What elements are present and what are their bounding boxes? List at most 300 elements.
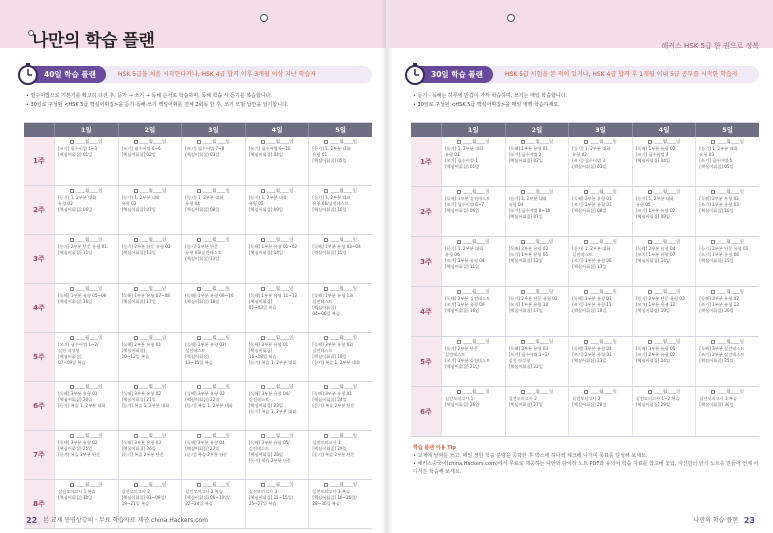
page-number: 23 [743, 516, 755, 525]
task-line: [독해] 1부분 유형 07~08 [121, 293, 170, 298]
task-line: [핵심어휘집] 24일 [312, 397, 347, 402]
task-line: 유형 06/실전테스트 [312, 201, 349, 206]
checkbox-icon[interactable] [261, 238, 265, 242]
checkbox-icon[interactable] [324, 238, 328, 242]
date-blank: ____월____일 [636, 189, 693, 196]
date-blank: ____월____일 [185, 482, 242, 489]
task-line: [핵심어휘집] 10일 [699, 208, 734, 213]
checkbox-icon[interactable] [70, 336, 74, 340]
date-blank: ____월____일 [312, 335, 369, 342]
plan-description-40: HSK 5급을 처음 시작한다거나, HSK 4급 합격 이후 3개월 이상 지난 학습자 [118, 71, 316, 78]
checkbox-icon[interactable] [457, 390, 461, 394]
task-line: [핵심어휘집] 04일 [248, 152, 283, 157]
checkbox-icon[interactable] [584, 240, 588, 244]
date-blank: ____월____일 [509, 339, 566, 346]
plan-cell [118, 186, 182, 234]
stopwatch-icon [405, 63, 425, 85]
checkbox-icon[interactable] [197, 385, 201, 389]
plan-cell [632, 337, 696, 386]
date-blank: ____월____일 [572, 339, 629, 346]
date-blank: ____월____일 [122, 139, 179, 146]
checkbox-icon[interactable] [197, 483, 201, 487]
task-line: [핵심어휘집] 26일 [121, 446, 156, 451]
week-label: 1주 [24, 137, 54, 185]
task-line: 16~18일 복습 [248, 354, 277, 359]
checkbox-icon[interactable] [324, 189, 328, 193]
day-header: 1일 [441, 123, 505, 137]
date-blank: ____월____일 [312, 188, 369, 195]
checkbox-icon[interactable] [711, 390, 715, 394]
checkbox-icon[interactable] [70, 434, 74, 438]
task-line: [핵심어휘집] 29일 [312, 446, 347, 451]
task-line: [핵심어휘집] 02일 [121, 152, 156, 157]
task-line: [독해] 1부분 유형 03~04 [312, 244, 361, 249]
week-label: 7주 [24, 431, 54, 479]
task-line: [독해] 1부분 유형 13/ [312, 293, 354, 298]
week-label: 1주 [411, 137, 441, 186]
date-blank: ____월____일 [249, 286, 306, 293]
checkbox-icon[interactable] [197, 287, 201, 291]
plan-cell [695, 187, 759, 236]
plan-cell [308, 480, 372, 528]
checkbox-icon[interactable] [521, 190, 525, 194]
task-line: [핵심어휘집] 26일 [445, 402, 480, 407]
date-blank: ____월____일 [445, 339, 502, 346]
day-header: 2일 [118, 123, 182, 137]
plan-cell [505, 387, 569, 436]
checkbox-icon[interactable] [324, 140, 328, 144]
date-blank: ____월____일 [572, 239, 629, 246]
date-blank: ____월____일 [445, 139, 502, 146]
date-blank: ____월____일 [58, 188, 115, 195]
task-line: [쓰기] 1부분 유형 08 [699, 252, 739, 257]
task-line: [쓰기] 필수어법 2 [508, 152, 542, 157]
date-blank: ____월____일 [312, 482, 369, 489]
task-line: [독해] 3부분 유형 04 [572, 346, 612, 351]
plan-table-30 [411, 122, 759, 437]
task-line: [핵심어휘집] 09일 [635, 214, 670, 219]
checkbox-icon[interactable] [648, 190, 652, 194]
checkbox-icon[interactable] [648, 240, 652, 244]
task-line: [핵심어휘집] [58, 354, 82, 359]
task-line: [핵심어휘집] 17일 [508, 308, 543, 313]
checkbox-icon[interactable] [648, 390, 652, 394]
plan-notes-40 [26, 92, 372, 110]
checkbox-icon[interactable] [134, 483, 138, 487]
date-blank: ____월____일 [249, 384, 306, 391]
date-blank: ____월____일 [312, 384, 369, 391]
task-line: 유형 02 [58, 201, 73, 206]
task-line: [듣기] 2부분 단문 유형 01 [699, 246, 749, 251]
week-row [24, 137, 372, 186]
checkbox-icon[interactable] [70, 385, 74, 389]
plan-cell [441, 237, 505, 286]
checkbox-icon[interactable] [324, 287, 328, 291]
plan-cell [632, 237, 696, 286]
task-line: [핵심어휘집] 23일 [248, 403, 283, 408]
task-line: [듣기] 1, 2부분 대화 [312, 195, 351, 200]
date-blank: ____월____일 [445, 389, 502, 396]
task-line: 유형 01 [445, 152, 460, 157]
task-line: [쓰기] 1부분 실전테스트 [445, 358, 491, 363]
checkbox-icon[interactable] [324, 385, 328, 389]
task-line: [듣기] 복습 2부분 단문 [248, 458, 292, 463]
task-line: [듣기] 1, 2부분 대화 [508, 196, 547, 201]
checkbox-icon[interactable] [457, 140, 461, 144]
checkbox-icon[interactable] [261, 189, 265, 193]
date-blank: ____월____일 [636, 289, 693, 296]
task-line: 10~12일 복습 [121, 354, 150, 359]
plan-cell [441, 337, 505, 386]
task-line: [핵심어휘집] 16~20일/ [312, 495, 357, 500]
task-line: [핵심어휘집] [185, 354, 209, 359]
checkbox-icon[interactable] [324, 434, 328, 438]
checkbox-icon[interactable] [711, 290, 715, 294]
checkbox-icon[interactable] [197, 189, 201, 193]
task-line: 유형 03 [121, 201, 137, 206]
day-header: 1일 [54, 123, 118, 137]
task-line: 실전모의고사 3 [248, 489, 278, 494]
checkbox-icon[interactable] [134, 336, 138, 340]
plan-cell [118, 284, 182, 332]
date-blank: ____월____일 [636, 389, 693, 396]
task-line: [독해] 2부분 유형 04 [635, 246, 676, 251]
day-header: 4일 [245, 123, 309, 137]
task-line: 실전모의고사 1 [445, 396, 474, 401]
note-line: • 필수어법으로 기본기를 확고히 다진 후, 듣기 → 쓰기 → 독해 순서로 학습하며, 독해 학습 시 듣기를 복습합니다. [26, 93, 272, 99]
task-line: [독해] 1부분 유형 05~06 [58, 293, 107, 298]
date-blank: ____월____일 [58, 286, 115, 293]
task-line: [핵심어휘집] 07일 [121, 207, 156, 212]
week-row [411, 187, 759, 237]
checkbox-icon[interactable] [584, 190, 588, 194]
task-line: 13~15일 복습 [185, 360, 213, 365]
date-blank: ____월____일 [185, 139, 242, 146]
left-footer [26, 515, 208, 525]
date-blank: ____월____일 [445, 239, 502, 246]
checkbox-icon[interactable] [261, 385, 265, 389]
date-blank: ____월____일 [249, 335, 306, 342]
plan-cell [695, 387, 759, 436]
date-blank: ____월____일 [699, 139, 756, 146]
plan-cell [118, 333, 182, 381]
task-line: [쓰기] 1부분 유형 01 [572, 202, 612, 207]
checkbox-icon[interactable] [457, 340, 461, 344]
checkbox-icon[interactable] [711, 190, 715, 194]
plan-cell [181, 382, 245, 430]
task-line: [독해] 2부분 유형 01 [121, 342, 162, 347]
checkbox-icon[interactable] [711, 340, 715, 344]
task-line: 28~30일 복습 [312, 501, 341, 506]
task-line: [쓰기] 필수어법 4~6 [121, 146, 161, 151]
task-line: [핵심어휘집] 18일 [572, 308, 607, 313]
task-line: 유형 04 [185, 201, 200, 206]
task-line: [핵심어휘집] 06일 [445, 208, 480, 213]
task-line: [쓰기] 필수어법 6~7 [445, 202, 485, 207]
date-blank: ____월____일 [699, 289, 756, 296]
task-line: [듣기] 1, 2부분 대화 [248, 195, 287, 200]
task-line: [듣기] 복습 1, 2부분 대화 [185, 403, 233, 408]
week-row [24, 431, 372, 480]
checkbox-icon[interactable] [197, 238, 201, 242]
plan-cell [308, 235, 372, 283]
checkbox-icon[interactable] [70, 238, 74, 242]
task-line: [독해] 3부분 유형 01 [572, 296, 612, 301]
checkbox-icon[interactable] [197, 336, 201, 340]
plan-description-30: HSK 5급 시험을 본 적이 있거나, HSK 4급 합격 후 1개월 이내 5급 공부를 시작한 학습자 [505, 71, 738, 78]
task-line: [핵심어휘집] 15일 [312, 250, 347, 255]
date-blank: ____월____일 [58, 482, 115, 489]
task-line: [듣기] 2부분 단문 유형 02 [121, 244, 171, 249]
plan-cell [505, 287, 569, 336]
task-line: [핵심어휘집] 13일 [185, 256, 220, 261]
task-line: 19~21일 복습 [121, 501, 150, 506]
task-line: [핵심어휘집] 23일 [572, 358, 607, 363]
plan-cell [54, 431, 118, 479]
task-line: [핵심어휘집] 11일 [445, 264, 480, 269]
task-line: 실전테스트 [445, 352, 466, 357]
checkbox-icon[interactable] [324, 483, 328, 487]
checkbox-icon[interactable] [521, 290, 525, 294]
task-line: [핵심어휘집] 01일 [445, 164, 480, 169]
task-line: [쓰기] 필수어법 9~10 [248, 146, 291, 151]
checkbox-icon[interactable] [711, 140, 715, 144]
task-line: [듣기] 복습 2부분 단문 [58, 452, 101, 457]
checkbox-icon[interactable] [197, 434, 201, 438]
checkbox-icon[interactable] [584, 140, 588, 144]
plan-cell [245, 137, 309, 185]
tip-title: 학습 플랜 이용 Tip [413, 445, 456, 451]
task-line: [독해] 3부분 유형 03 [508, 346, 549, 351]
checkbox-icon[interactable] [584, 390, 588, 394]
date-blank: ____월____일 [572, 389, 629, 396]
checkbox-icon[interactable] [134, 238, 138, 242]
day-header: 3일 [181, 123, 245, 137]
task-line: 25~27일 복습 [248, 501, 277, 506]
date-blank: ____월____일 [249, 139, 306, 146]
right-page [387, 0, 773, 533]
plan-cell [181, 235, 245, 283]
plan-cell [441, 287, 505, 336]
task-line: [독해] 3부분 유형 02 [58, 440, 98, 445]
date-blank: ____월____일 [122, 433, 179, 440]
task-line: [독해] 2부분 유형 03 [508, 246, 549, 251]
plan-cell [308, 137, 372, 185]
table-header [411, 123, 759, 137]
task-line: [듣기] 2부분 단문 유형 03 [635, 296, 685, 301]
plan-table-40 [24, 122, 372, 529]
task-line: [독해] 3부분 유형 04 [185, 440, 225, 445]
plan-cell [632, 187, 696, 236]
task-line: [핵심어휘집] 14일 [635, 258, 670, 263]
date-blank: ____월____일 [572, 289, 629, 296]
task-line: 04~06일 복습 [312, 311, 341, 316]
plan-cell [118, 235, 182, 283]
book-label: 해커스 HSK 5급 한 권으로 정복 [661, 42, 759, 50]
date-blank: ____월____일 [509, 189, 566, 196]
checkbox-icon[interactable] [134, 385, 138, 389]
checkbox-icon[interactable] [70, 287, 74, 291]
task-line: 유형 05 [635, 202, 651, 207]
checkbox-icon[interactable] [648, 340, 652, 344]
week-row [24, 235, 372, 284]
week-row [24, 186, 372, 235]
task-line: [핵심어휘집] 10일 [312, 207, 347, 212]
day-header: 5일 [308, 123, 372, 137]
plan-cell [505, 187, 569, 236]
checkbox-icon[interactable] [648, 140, 652, 144]
plan-cell [54, 382, 118, 430]
task-line: [핵심어휘집] 15일 [699, 258, 734, 263]
checkbox-icon[interactable] [324, 336, 328, 340]
task-line: [독해] 3부분 유형 02 [121, 391, 162, 396]
task-line: [독해] 3부분 유형 02/ [312, 342, 354, 347]
binder-ring-icon [260, 14, 268, 22]
task-line: [쓰기] 1부분 유형 07 [635, 252, 676, 257]
checkbox-icon[interactable] [134, 189, 138, 193]
task-line: [핵심어휘집] 02일 [508, 158, 543, 163]
task-line: [듣기] 복습 1, 2부분 대화 [248, 409, 297, 414]
task-line: [핵심어휘집] 07일 [508, 214, 543, 219]
table-header [24, 123, 372, 137]
checkbox-icon[interactable] [134, 287, 138, 291]
plan-cell [245, 284, 309, 332]
checkbox-icon[interactable] [261, 483, 265, 487]
plan-cell [632, 287, 696, 336]
task-line: 실전테스트 [312, 299, 333, 304]
task-line: [핵심어휘집] 19일 [635, 308, 670, 313]
day-header: 4일 [632, 123, 696, 137]
task-line: [쓰기] 필수어법 1~2/ [58, 342, 99, 347]
task-line: [핵심어휘집] 08일 [185, 207, 220, 212]
task-line: [핵심어휘집] [121, 348, 146, 353]
task-line: [듣기] 1, 2부분 대화 [445, 146, 484, 151]
task-line: [듣기] 2부분 단문 [445, 346, 478, 351]
left-page [0, 0, 386, 533]
task-line: [독해] 3부분 유형 01 [248, 342, 289, 347]
checkbox-icon[interactable] [70, 483, 74, 487]
task-line: [쓰기] 1부분 유형 11 [572, 302, 612, 307]
task-line: [핵심어휘집] 28일 [572, 402, 607, 407]
plan-cell [568, 137, 632, 186]
task-line: 01~03일 복습 [248, 305, 277, 310]
checkbox-icon[interactable] [457, 240, 461, 244]
task-line: [핵심어휘집] 13일 [572, 264, 607, 269]
task-line: [듣기] 복습 1, 2부분 대화 [248, 360, 297, 365]
plan-cell [245, 480, 309, 528]
task-line: 유형 02 [572, 152, 587, 157]
task-line: [핵심어휘집] 06일 [58, 207, 93, 212]
week-label: 4주 [24, 284, 54, 332]
task-line: [쓰기] 1부분 유형 12 [635, 302, 676, 307]
checkbox-icon[interactable] [521, 140, 525, 144]
week-label: 2주 [24, 186, 54, 234]
checkbox-icon[interactable] [584, 290, 588, 294]
checkbox-icon[interactable] [261, 140, 265, 144]
task-line: [독해] 2부분 유형 01 [572, 196, 612, 201]
task-line: 유형 03/실전테스트 [185, 250, 222, 255]
task-line: [핵심어휘집] 19일 [312, 354, 347, 359]
date-blank: ____월____일 [636, 139, 693, 146]
task-line: 유형 05 [248, 201, 264, 206]
checkbox-icon[interactable] [584, 340, 588, 344]
checkbox-icon[interactable] [261, 287, 265, 291]
checkbox-icon[interactable] [70, 189, 74, 193]
week-label: 5주 [411, 337, 441, 386]
checkbox-icon[interactable] [261, 336, 265, 340]
checkbox-icon[interactable] [197, 140, 201, 144]
plan-cell [118, 137, 182, 185]
plan-cell [308, 284, 372, 332]
date-blank: ____월____일 [636, 339, 693, 346]
task-line: 실전테스트 [185, 348, 206, 353]
task-line: [핵심어휘집] 12일 [121, 250, 156, 255]
task-line: 실전모의고사 3 [572, 396, 601, 401]
plan-cell [54, 186, 118, 234]
plan-cell [695, 237, 759, 286]
week-label: 6주 [411, 387, 441, 436]
task-line: 실전모의고사 2 [121, 489, 150, 494]
task-line: [듣기] 2부분 단문 유형 01 [58, 244, 107, 249]
task-line: 실전테스트 [572, 252, 593, 257]
task-line: [독해] 2부분 실전테스트 [445, 296, 491, 301]
week-row [411, 287, 759, 337]
task-line: [듣기] 1, 2부분 대화 [185, 195, 224, 200]
date-blank: ____월____일 [312, 237, 369, 244]
task-line: [쓰기] 필수어법 4 [635, 152, 669, 157]
page-title: 나만의 학습 플랜 [32, 31, 155, 51]
checkbox-icon[interactable] [521, 240, 525, 244]
checkbox-icon[interactable] [134, 434, 138, 438]
task-line: [핵심어휘집] 06~10일/ [185, 495, 230, 500]
plan-cell [505, 137, 569, 186]
date-blank: ____월____일 [312, 286, 369, 293]
checkbox-icon[interactable] [521, 390, 525, 394]
plan-bar-30 [411, 66, 759, 83]
page-number: 22 [26, 516, 38, 525]
plan-notes-30 [413, 92, 759, 110]
task-line: [핵심어휘집] 28일 [248, 452, 283, 457]
checkbox-icon[interactable] [261, 434, 265, 438]
checkbox-icon[interactable] [457, 190, 461, 194]
task-line: 실전테스트 [312, 348, 333, 353]
plan-cell [245, 431, 309, 479]
checkbox-icon[interactable] [521, 340, 525, 344]
task-line: [핵심어휘집] 04일 [635, 158, 670, 163]
plan-cell [308, 333, 372, 381]
plan-cell [245, 333, 309, 381]
plan-cell [118, 431, 182, 479]
checkbox-icon[interactable] [457, 290, 461, 294]
date-blank: ____월____일 [185, 286, 242, 293]
checkbox-icon[interactable] [711, 240, 715, 244]
date-blank: ____월____일 [509, 389, 566, 396]
task-line: 실전모의고사 1 복습 [58, 489, 96, 494]
task-line: [쓰기] 2부분 실전테스트 [699, 352, 745, 357]
plan-cell [568, 337, 632, 386]
task-line: [독해] 3부분 실전테스트 [699, 346, 745, 351]
checkbox-icon[interactable] [648, 290, 652, 294]
date-blank: ____월____일 [122, 384, 179, 391]
task-line: [핵심어휘집] 11~15일/ [248, 495, 294, 500]
task-line: 실전모의고사 2 [508, 396, 537, 401]
checkbox-icon[interactable] [70, 140, 74, 144]
checkbox-icon[interactable] [134, 140, 138, 144]
date-blank: ____월____일 [122, 188, 179, 195]
date-blank: ____월____일 [58, 139, 115, 146]
task-line: [핵심어휘집] 21일 [121, 397, 156, 402]
date-blank: ____월____일 [58, 433, 115, 440]
